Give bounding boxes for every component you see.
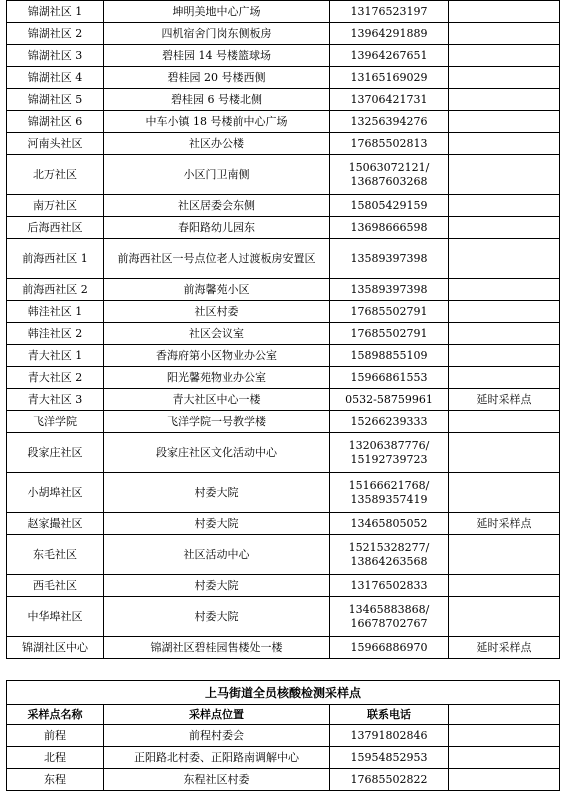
site-location: 青大社区中心一楼: [104, 389, 330, 411]
site-location: 锦湖社区碧桂园售楼处一楼: [104, 637, 330, 659]
site-phone: 13589397398: [330, 279, 449, 301]
site-name: 锦湖社区 2: [7, 23, 104, 45]
site-location: 碧桂园 14 号楼篮球场: [104, 45, 330, 67]
table-row: [7, 637, 560, 659]
site-phone: 13589397398: [330, 239, 449, 279]
site-phone: 13165169029: [330, 67, 449, 89]
table-row: [7, 111, 560, 133]
site-name: 前海西社区 1: [7, 239, 104, 279]
table-row: [7, 89, 560, 111]
site-location: 村委大院: [104, 597, 330, 637]
site-phone: 13176502833: [330, 575, 449, 597]
site-note: [449, 239, 560, 279]
site-phone: 0532-58759961: [330, 389, 449, 411]
table-row: [7, 389, 560, 411]
site-phone: 13706421731: [330, 89, 449, 111]
table-row: [7, 725, 560, 747]
table-row: [7, 411, 560, 433]
site-note: [449, 1, 560, 23]
site-phone: 17685502791: [330, 323, 449, 345]
site-note: [449, 473, 560, 513]
table-row: [7, 217, 560, 239]
site-phone: 13465883868/ 16678702767: [330, 597, 449, 637]
site-location: 段家庄社区文化活动中心: [104, 433, 330, 473]
site-location: 碧桂园 20 号楼西侧: [104, 67, 330, 89]
site-location: 村委大院: [104, 473, 330, 513]
table-row: [7, 23, 560, 45]
site-name: 锦湖社区 4: [7, 67, 104, 89]
site-location: 前海馨苑小区: [104, 279, 330, 301]
site-name: 锦湖社区 3: [7, 45, 104, 67]
site-note: [449, 725, 560, 747]
site-phone: 13964291889: [330, 23, 449, 45]
site-note: [449, 195, 560, 217]
site-note: [449, 89, 560, 111]
table-row: [7, 1, 560, 23]
site-name: 南万社区: [7, 195, 104, 217]
site-name: 小胡埠社区: [7, 473, 104, 513]
site-note: [449, 769, 560, 791]
site-name: 河南头社区: [7, 133, 104, 155]
site-phone: 13791802846: [330, 725, 449, 747]
site-location: 东程社区村委: [104, 769, 330, 791]
site-note: 延时采样点: [449, 513, 560, 535]
site-note: [449, 133, 560, 155]
site-phone: 15954852953: [330, 747, 449, 769]
site-location: 阳光馨苑物业办公室: [104, 367, 330, 389]
site-name: 锦湖社区中心: [7, 637, 104, 659]
site-note: [449, 535, 560, 575]
table-row: [7, 367, 560, 389]
sampling-points-body: [7, 1, 560, 659]
site-name: 飞洋学院: [7, 411, 104, 433]
site-phone: 17685502813: [330, 133, 449, 155]
site-location: 前海西社区一号点位老人过渡板房安置区: [104, 239, 330, 279]
header-phone: 联系电话: [330, 705, 449, 725]
site-name: 锦湖社区 5: [7, 89, 104, 111]
table-head: [7, 681, 560, 725]
site-location: 碧桂园 6 号楼北侧: [104, 89, 330, 111]
table-row: [7, 45, 560, 67]
table-row: [7, 345, 560, 367]
site-phone: 13256394276: [330, 111, 449, 133]
site-location: 飞洋学院一号教学楼: [104, 411, 330, 433]
table-row: [7, 279, 560, 301]
table-row: [7, 473, 560, 513]
site-phone: 17685502791: [330, 301, 449, 323]
site-note: [449, 217, 560, 239]
site-name: 锦湖社区 1: [7, 1, 104, 23]
table-row: [7, 133, 560, 155]
site-name: 前程: [7, 725, 104, 747]
site-name: 赵家撮社区: [7, 513, 104, 535]
table-row: [7, 155, 560, 195]
shangma-sampling-table: [6, 680, 560, 791]
site-note: [449, 23, 560, 45]
site-note: 延时采样点: [449, 389, 560, 411]
site-note: [449, 747, 560, 769]
site-phone: 15063072121/ 13687603268: [330, 155, 449, 195]
site-note: [449, 45, 560, 67]
site-phone: 15966861553: [330, 367, 449, 389]
site-name: 青大社区 1: [7, 345, 104, 367]
site-location: 社区村委: [104, 301, 330, 323]
site-name: 北万社区: [7, 155, 104, 195]
site-name: 青大社区 3: [7, 389, 104, 411]
site-note: [449, 597, 560, 637]
site-name: 韩洼社区 2: [7, 323, 104, 345]
sampling-points-table: [6, 0, 560, 659]
site-location: 坤明美地中心广场: [104, 1, 330, 23]
site-note: [449, 155, 560, 195]
site-location: 村委大院: [104, 575, 330, 597]
site-note: [449, 279, 560, 301]
site-phone: 15966886970: [330, 637, 449, 659]
site-note: [449, 111, 560, 133]
table-row: [7, 535, 560, 575]
table-row: [7, 67, 560, 89]
site-note: [449, 301, 560, 323]
site-note: 延时采样点: [449, 637, 560, 659]
table-row: [7, 301, 560, 323]
site-phone: 13176523197: [330, 1, 449, 23]
header-name: 采样点名称: [7, 705, 104, 725]
title-row: [7, 681, 560, 705]
site-name: 前海西社区 2: [7, 279, 104, 301]
site-phone: 17685502822: [330, 769, 449, 791]
site-phone: 13206387776/ 15192739723: [330, 433, 449, 473]
site-location: 春阳路幼儿园东: [104, 217, 330, 239]
site-location: 前程村委会: [104, 725, 330, 747]
site-phone: 13964267651: [330, 45, 449, 67]
table-body: [7, 725, 560, 791]
table-row: [7, 195, 560, 217]
site-note: [449, 433, 560, 473]
header-note: [449, 705, 560, 725]
site-note: [449, 67, 560, 89]
site-location: 社区办公楼: [104, 133, 330, 155]
site-name: 青大社区 2: [7, 367, 104, 389]
site-phone: 15215328277/ 13864263568: [330, 535, 449, 575]
table-row: [7, 769, 560, 791]
site-location: 正阳路北村委、正阳路南调解中心: [104, 747, 330, 769]
table-row: [7, 239, 560, 279]
site-name: 东程: [7, 769, 104, 791]
site-phone: 13465805052: [330, 513, 449, 535]
site-name: 韩洼社区 1: [7, 301, 104, 323]
header-row: [7, 705, 560, 725]
table-title: 上马街道全员核酸检测采样点: [7, 681, 560, 705]
site-phone: 15266239333: [330, 411, 449, 433]
site-name: 北程: [7, 747, 104, 769]
site-phone: 15805429159: [330, 195, 449, 217]
site-location: 香海府第小区物业办公室: [104, 345, 330, 367]
header-location: 采样点位置: [104, 705, 330, 725]
site-location: 社区活动中心: [104, 535, 330, 575]
site-note: [449, 345, 560, 367]
site-location: 社区会议室: [104, 323, 330, 345]
table-row: [7, 747, 560, 769]
table-row: [7, 433, 560, 473]
site-phone: 13698666598: [330, 217, 449, 239]
site-phone: 15166621768/ 13589357419: [330, 473, 449, 513]
site-note: [449, 323, 560, 345]
site-name: 后海西社区: [7, 217, 104, 239]
site-location: 村委大院: [104, 513, 330, 535]
site-note: [449, 411, 560, 433]
site-name: 西毛社区: [7, 575, 104, 597]
site-name: 东毛社区: [7, 535, 104, 575]
site-name: 段家庄社区: [7, 433, 104, 473]
site-name: 锦湖社区 6: [7, 111, 104, 133]
site-note: [449, 367, 560, 389]
table-row: [7, 323, 560, 345]
table-row: [7, 513, 560, 535]
site-location: 社区居委会东侧: [104, 195, 330, 217]
table-row: [7, 575, 560, 597]
site-note: [449, 575, 560, 597]
site-name: 中华埠社区: [7, 597, 104, 637]
site-phone: 15898855109: [330, 345, 449, 367]
table-row: [7, 597, 560, 637]
site-location: 小区门卫南侧: [104, 155, 330, 195]
site-location: 四机宿舍门岗东侧板房: [104, 23, 330, 45]
site-location: 中车小镇 18 号楼前中心广场: [104, 111, 330, 133]
